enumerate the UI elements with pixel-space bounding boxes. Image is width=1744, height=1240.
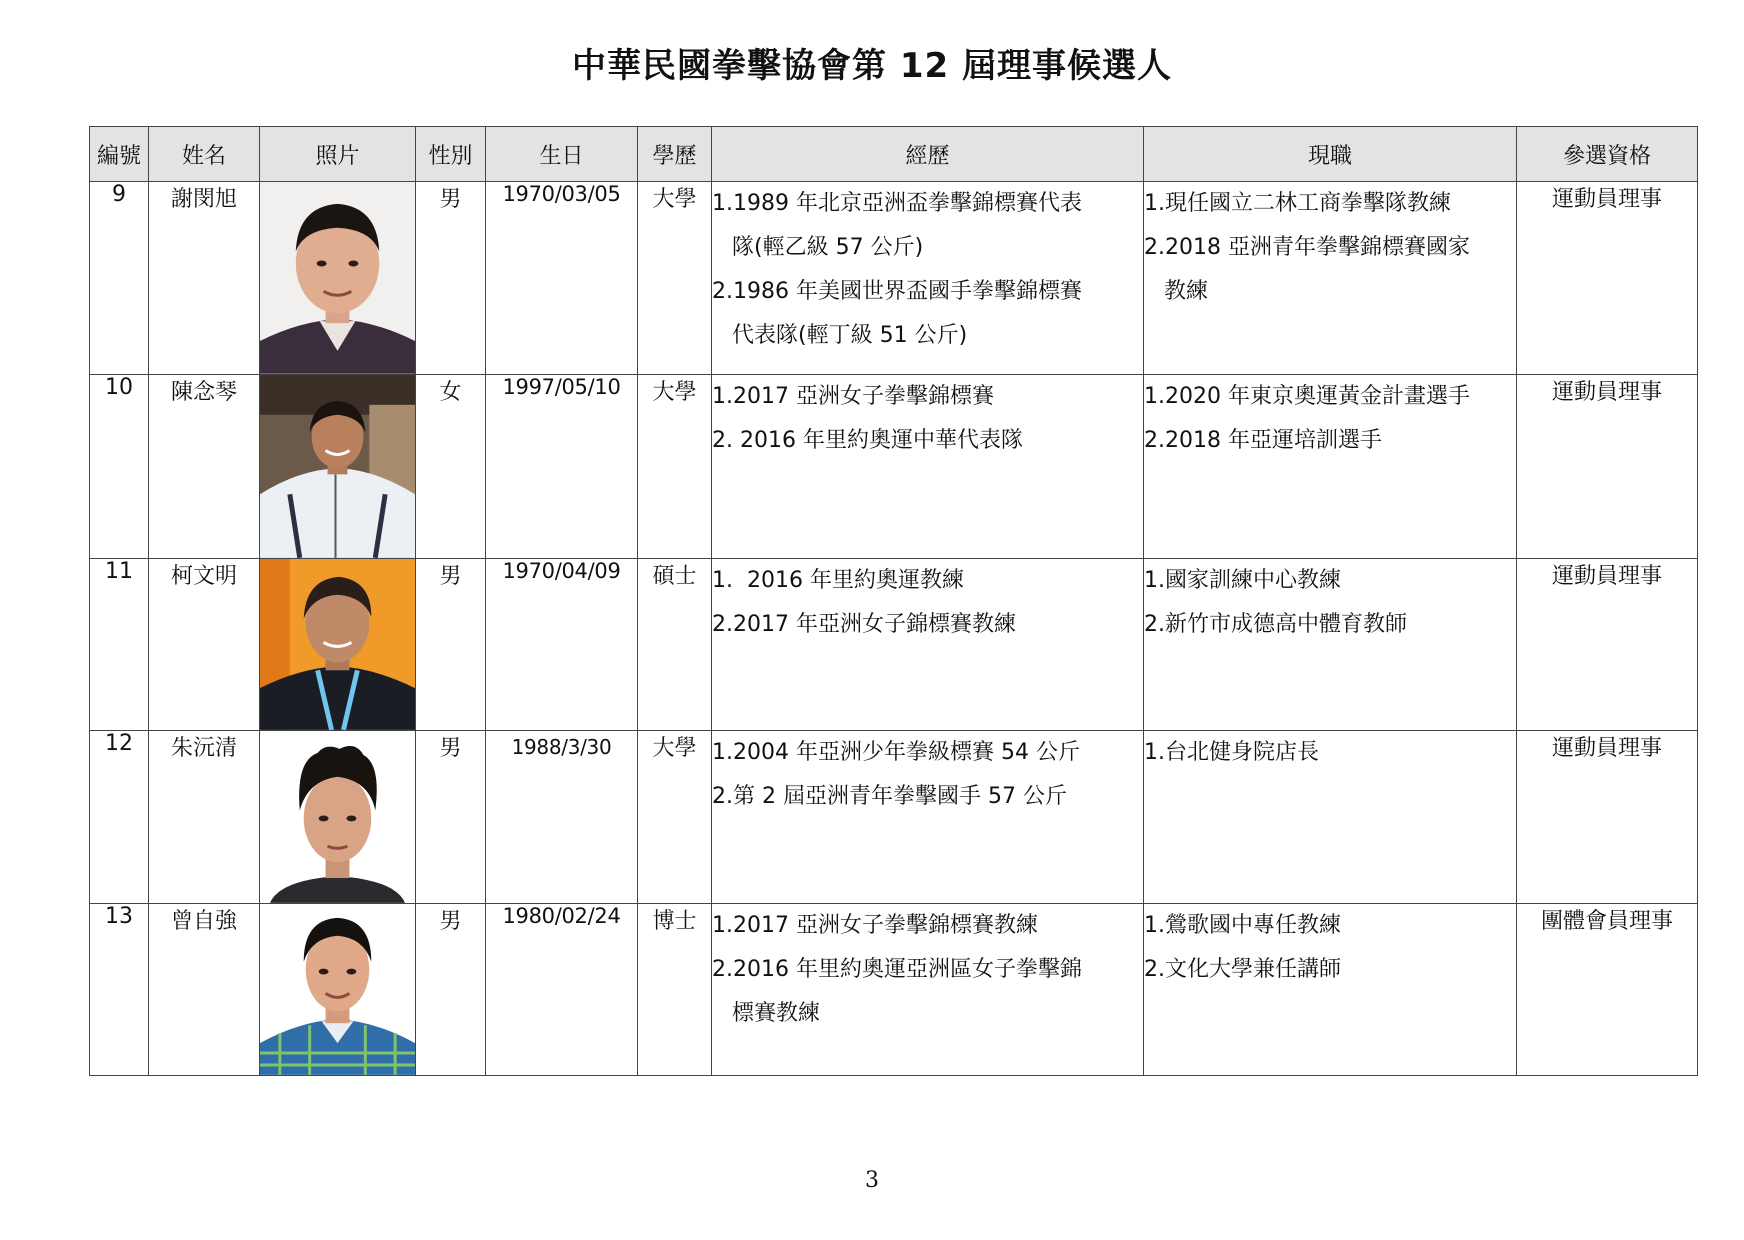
current-line: 2.新竹市成德高中體育教師	[1144, 612, 1407, 637]
experience-line: 2.2017 年亞洲女子錦標賽教練	[712, 612, 1016, 637]
candidate-number: 11	[90, 559, 149, 731]
candidate-education: 博士	[638, 904, 712, 1076]
candidate-number: 10	[90, 375, 149, 559]
header-photo: 照片	[260, 127, 416, 182]
candidate-experience	[712, 182, 1144, 375]
candidate-birthday: 1970/04/09	[486, 559, 638, 731]
candidate-education: 大學	[638, 375, 712, 559]
table-row	[90, 559, 1698, 731]
experience-line: 2.第 2 屆亞洲青年拳擊國手 57 公斤	[712, 784, 1067, 809]
female-portrait-image	[260, 375, 415, 558]
candidate-birthday: 1980/02/24	[486, 904, 638, 1076]
candidate-current-position	[1144, 731, 1517, 904]
candidate-name: 柯文明	[149, 559, 260, 731]
candidate-name: 謝閔旭	[149, 182, 260, 375]
current-line: 1.台北健身院店長	[1144, 740, 1319, 765]
candidate-education: 碩士	[638, 559, 712, 731]
table-row	[90, 731, 1698, 904]
candidate-photo-cell	[260, 182, 416, 375]
candidate-education: 大學	[638, 182, 712, 375]
candidate-gender: 男	[416, 559, 486, 731]
experience-line: 1.2004 年亞洲少年拳級標賽 54 公斤	[712, 740, 1080, 765]
current-line: 1.鶯歌國中專任教練	[1144, 913, 1341, 938]
current-line: 1.國家訓練中心教練	[1144, 568, 1341, 593]
header-name: 姓名	[149, 127, 260, 182]
candidate-photo-cell	[260, 731, 416, 904]
candidate-photo-cell	[260, 375, 416, 559]
candidate-experience	[712, 904, 1144, 1076]
current-line: 1.現任國立二林工商拳擊隊教練	[1144, 191, 1451, 216]
table-row	[90, 375, 1698, 559]
candidate-number: 13	[90, 904, 149, 1076]
male-portrait-image	[260, 182, 415, 374]
candidate-qualification: 運動員理事	[1517, 559, 1698, 731]
candidate-number: 12	[90, 731, 149, 904]
table-row	[90, 182, 1698, 375]
candidate-number: 9	[90, 182, 149, 375]
header-current-position: 現職	[1144, 127, 1517, 182]
candidate-name: 曾自強	[149, 904, 260, 1076]
candidate-current-position	[1144, 559, 1517, 731]
male-portrait-image	[260, 904, 415, 1075]
experience-line: 1.2017 亞洲女子拳擊錦標賽教練	[712, 913, 1038, 938]
current-line: 教練	[1164, 279, 1209, 304]
candidate-current-position	[1144, 375, 1517, 559]
candidate-experience	[712, 559, 1144, 731]
experience-line: 2. 2016 年里約奧運中華代表隊	[712, 428, 1023, 453]
current-line: 2.2018 亞洲青年拳擊錦標賽國家	[1144, 235, 1470, 260]
candidate-gender: 男	[416, 182, 486, 375]
page-title: 中華民國拳擊協會第 12 屆理事候選人	[572, 46, 1172, 86]
candidate-qualification: 運動員理事	[1517, 731, 1698, 904]
candidate-photo-cell	[260, 559, 416, 731]
experience-line: 隊(輕乙級 57 公斤)	[732, 235, 924, 260]
experience-line: 1. 2016 年里約奧運教練	[712, 568, 964, 593]
table-row	[90, 904, 1698, 1076]
candidate-photo-cell	[260, 904, 416, 1076]
experience-line: 1.2017 亞洲女子拳擊錦標賽	[712, 384, 994, 409]
candidate-experience	[712, 731, 1144, 904]
male-portrait-image	[260, 559, 415, 730]
candidate-qualification: 團體會員理事	[1517, 904, 1698, 1076]
experience-line: 2.2016 年里約奧運亞洲區女子拳擊錦	[712, 957, 1082, 982]
candidate-qualification: 運動員理事	[1517, 182, 1698, 375]
candidate-gender: 女	[416, 375, 486, 559]
header-number: 編號	[90, 127, 149, 182]
current-line: 2.2018 年亞運培訓選手	[1144, 428, 1382, 453]
header-education: 學歷	[638, 127, 712, 182]
candidate-current-position	[1144, 182, 1517, 375]
candidate-birthday: 1970/03/05	[486, 182, 638, 375]
experience-line: 1.1989 年北京亞洲盃拳擊錦標賽代表	[712, 191, 1082, 216]
candidate-birthday: 1988/3/30	[486, 731, 638, 904]
current-line: 1.2020 年東京奧運黃金計畫選手	[1144, 384, 1470, 409]
candidate-education: 大學	[638, 731, 712, 904]
page-number: 3	[865, 1168, 879, 1193]
header-experience: 經歷	[712, 127, 1144, 182]
candidate-name: 陳念琴	[149, 375, 260, 559]
candidate-gender: 男	[416, 904, 486, 1076]
candidate-name: 朱沅清	[149, 731, 260, 904]
candidate-experience	[712, 375, 1144, 559]
candidate-current-position	[1144, 904, 1517, 1076]
header-row	[90, 127, 1698, 182]
experience-line: 標賽教練	[732, 1001, 821, 1026]
candidate-qualification: 運動員理事	[1517, 375, 1698, 559]
experience-line: 2.1986 年美國世界盃國手拳擊錦標賽	[712, 279, 1082, 304]
candidate-table	[89, 126, 1698, 1076]
experience-line: 代表隊(輕丁級 51 公斤)	[732, 323, 968, 348]
male-portrait-image	[260, 731, 415, 903]
header-gender: 性別	[416, 127, 486, 182]
current-line: 2.文化大學兼任講師	[1144, 957, 1341, 982]
header-birthday: 生日	[486, 127, 638, 182]
header-qualification: 參選資格	[1517, 127, 1698, 182]
candidate-gender: 男	[416, 731, 486, 904]
candidate-birthday: 1997/05/10	[486, 375, 638, 559]
